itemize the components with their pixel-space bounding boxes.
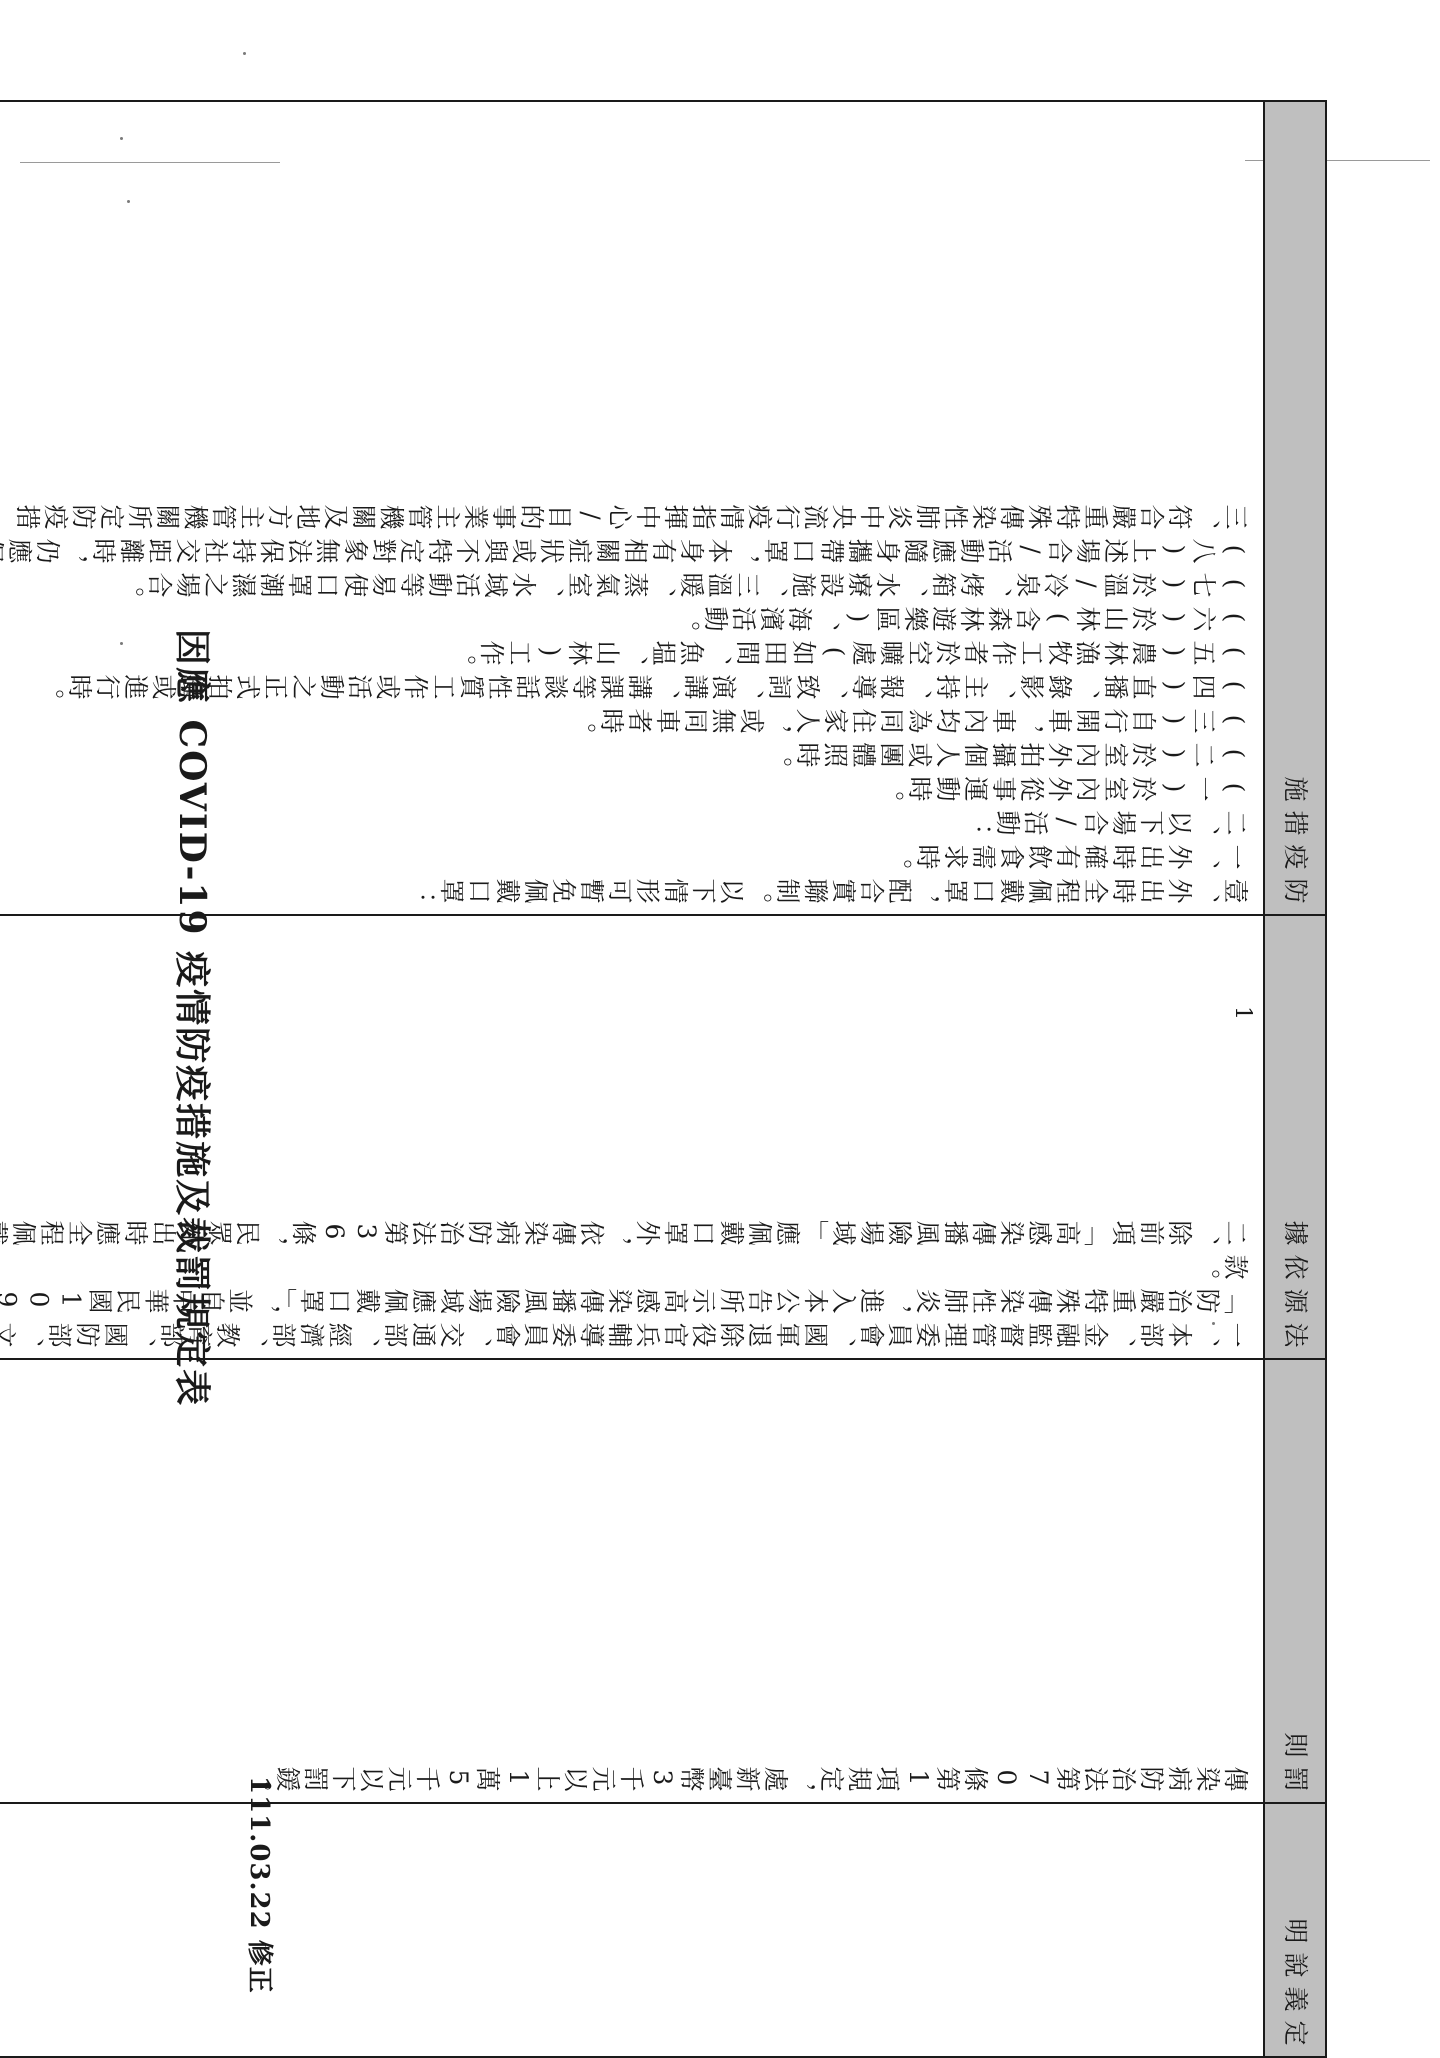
revision-date: 111.03.22 修正	[243, 1776, 280, 1994]
measure-item: (三)自行開車，車內均為同住家人，或無同車者時。	[0, 702, 1249, 736]
measures-cell	[0, 101, 1264, 915]
measure-item: (五)農林漁牧工作者於空曠處(如田間、魚塭、山林)工作。	[0, 634, 1249, 668]
measure-item: 二、以下場合/活動：	[0, 804, 1249, 838]
legal-basis-item: 一、本部、金融監督管理委員會、國軍退除役官兵輔導委員會、交通部、經濟部、教育部、國防部、 治嚴重特殊傳染性肺炎，進入本公告所示高感染傳播風險場域應佩戴口罩」，並自中華民國109年	[0, 1248, 1249, 1350]
header-definition: 定義說明	[1264, 1803, 1326, 2057]
measure-item: 三、符合嚴重特殊傳染性肺炎中央流行疫情指揮中心/目的事業主管機關及地方主管機關所定防疫措	[0, 498, 1249, 532]
header-legal-basis: 法源依據	[1264, 915, 1326, 1359]
table-row	[0, 101, 1264, 2057]
definition-cell	[0, 1803, 1264, 2057]
penalty-cell: 傳染病防治法第70條第1項規定，處新臺幣3千元以上1萬5千元以下罰鍰。	[0, 1359, 1264, 1803]
measure-item: 壹、外出時全程佩戴口罩，配合實聯制。以下情形可暫免佩戴口罩：	[0, 872, 1249, 906]
measure-item: (八)上述場合/活動應隨身攜帶口罩，本身有相關症狀或與不特定對象無法保持社交距離時，仍應佩戴。	[0, 532, 1249, 566]
penalty-table	[0, 100, 1327, 2058]
measure-item: (六)於山林(含森林遊樂區)、海濱活動。	[0, 600, 1249, 634]
legal-basis-item: 二、除前項「高感染傳播風險場域」應佩戴口罩外，依傳染病防治法第36條，民眾外出時應全程佩	[0, 1214, 1249, 1248]
measure-item: (二)於室內外拍攝個人或團體照時。	[0, 736, 1249, 770]
legal-basis-cell	[0, 915, 1264, 1359]
measure-item: 一、外出時確有飲食需求時。	[0, 838, 1249, 872]
measure-item: (四)直播、錄影、主持、報導、致詞、演講、講課等談話性質工作或活動之正式拍攝或進行時。	[0, 668, 1249, 702]
document-title: 因應 COVID-19 疫情防疫措施及裁罰規定表	[169, 0, 220, 2036]
page-number: 1	[1230, 1006, 1255, 1020]
measure-item: (七)於溫/冷泉、烤箱、水療設施、三溫暖、蒸氣室、水域活動等易使口罩潮濕之場合。	[0, 566, 1249, 600]
header-measures: 防疫措施	[1264, 101, 1326, 915]
header-penalty: 罰則	[1264, 1359, 1326, 1803]
table-header-row	[1264, 101, 1326, 2057]
measure-item: (一)於室內外從事運動時。	[0, 770, 1249, 804]
